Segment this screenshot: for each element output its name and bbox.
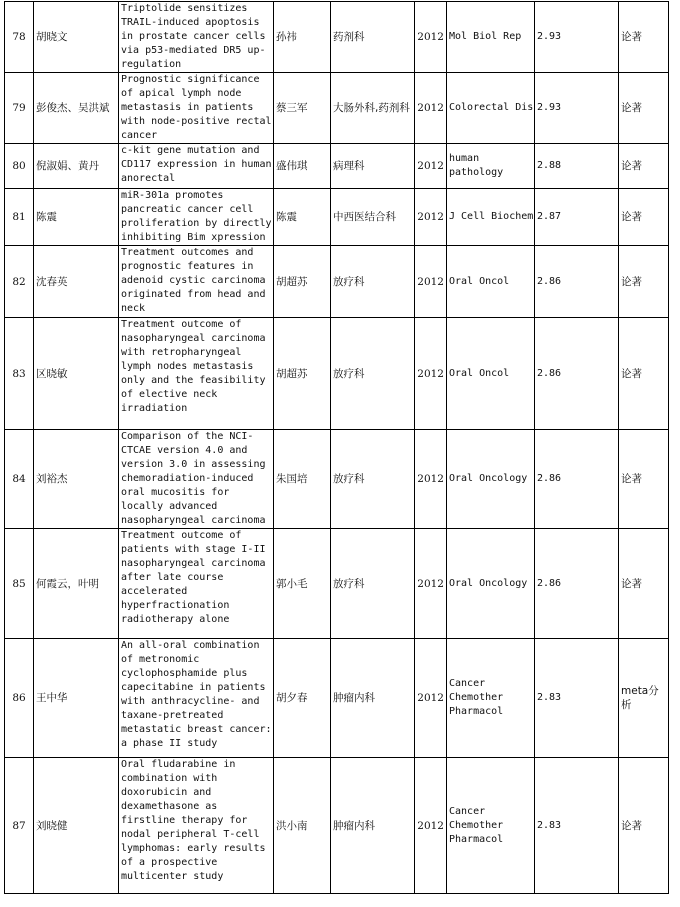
table-row (5, 529, 669, 639)
article-type-cell-text: 论著 (621, 160, 642, 172)
impact-factor-cell-text: 2.83 (537, 692, 562, 703)
corresponding-author-cell (274, 529, 331, 639)
department-cell (331, 639, 415, 758)
department-cell (331, 144, 415, 189)
author-cell-text: 刘晓健 (36, 819, 68, 832)
department-cell (331, 189, 415, 246)
journal-cell (447, 2, 535, 73)
department-cell-text: 大肠外科,药剂科 (333, 102, 410, 114)
row-number-text: 87 (12, 819, 26, 832)
article-type-cell (619, 529, 669, 639)
author-cell (34, 73, 119, 144)
department-cell-text: 放疗科 (333, 577, 365, 590)
journal-cell-text: Oral Oncol (449, 367, 510, 379)
corresponding-author-cell (274, 758, 331, 894)
paper-title-cell (119, 639, 274, 758)
journal-cell-text: J Cell Biochem (449, 211, 534, 222)
impact-factor-cell-text: 2.93 (537, 102, 562, 113)
corresponding-author-cell (274, 318, 331, 430)
year-cell (415, 189, 447, 246)
department-cell-text: 放疗科 (333, 367, 365, 380)
author-cell-text: 沈春英 (36, 275, 68, 288)
row-number-text: 82 (12, 275, 26, 288)
author-cell-text: 王中华 (36, 692, 68, 704)
paper-title-cell (119, 430, 274, 529)
impact-factor-cell (535, 189, 619, 246)
article-type-cell (619, 318, 669, 430)
paper-title-cell-text: Treatment outcomes and prognostic features in adenoid cystic carcinoma originated from head and neck (121, 247, 266, 314)
author-cell (34, 189, 119, 246)
row-number (5, 144, 34, 189)
impact-factor-cell-text: 2.86 (537, 577, 562, 589)
row-number-text: 78 (12, 31, 26, 43)
year-cell (415, 318, 447, 430)
year-cell-text: 2012 (417, 102, 444, 114)
row-number (5, 189, 34, 246)
journal-cell (447, 144, 535, 189)
paper-title-cell-text: Oral fludarabine in combination with doxorubicin and dexamethasone as firstline therapy for nodal peripheral T-cell lymphomas: early results of a prospective multicenter study (121, 759, 266, 882)
impact-factor-cell (535, 144, 619, 189)
journal-cell (447, 318, 535, 430)
paper-title-cell-text: miR-301a promotes pancreatic cancer cell proliferation by directly inhibiting Bim xpression (121, 190, 272, 243)
journal-cell-text: human pathology (449, 153, 504, 178)
article-type-cell (619, 73, 669, 144)
corresponding-author-cell-text: 盛伟琪 (276, 160, 308, 172)
author-cell-text: 刘裕杰 (36, 473, 68, 485)
department-cell (331, 318, 415, 430)
impact-factor-cell (535, 246, 619, 318)
row-number (5, 639, 34, 758)
paper-title-cell (119, 246, 274, 318)
impact-factor-cell-text: 2.87 (537, 211, 562, 222)
corresponding-author-cell-text: 孙祎 (276, 31, 297, 43)
department-cell-text: 病理科 (333, 160, 365, 172)
year-cell-text: 2012 (417, 577, 444, 590)
article-type-cell-text: 论著 (621, 31, 642, 43)
year-cell (415, 639, 447, 758)
author-cell (34, 430, 119, 529)
paper-title-cell-text: c-kit gene mutation and CD117 expression in human anorectal (121, 145, 272, 184)
year-cell-text: 2012 (417, 211, 444, 223)
paper-title-cell (119, 2, 274, 73)
impact-factor-cell (535, 73, 619, 144)
table-body (5, 2, 669, 894)
impact-factor-cell-text: 2.93 (537, 31, 562, 42)
article-type-cell (619, 758, 669, 894)
article-type-cell-text: 论著 (621, 473, 642, 485)
impact-factor-cell-text: 2.83 (537, 819, 562, 831)
year-cell-text: 2012 (417, 367, 444, 380)
article-type-cell (619, 246, 669, 318)
year-cell (415, 529, 447, 639)
department-cell-text: 药剂科 (333, 31, 365, 43)
article-type-cell-text: 论著 (621, 819, 642, 832)
article-type-cell-text: 论著 (621, 275, 642, 288)
author-cell (34, 246, 119, 318)
impact-factor-cell (535, 2, 619, 73)
year-cell-text: 2012 (417, 692, 444, 704)
impact-factor-cell-text: 2.86 (537, 367, 562, 379)
year-cell-text: 2012 (417, 819, 444, 832)
paper-title-cell (119, 144, 274, 189)
journal-cell (447, 758, 535, 894)
table-row (5, 189, 669, 246)
year-cell-text: 2012 (417, 31, 444, 43)
corresponding-author-cell (274, 2, 331, 73)
article-type-cell (619, 430, 669, 529)
journal-cell-text: Oral Oncology (449, 473, 528, 484)
corresponding-author-cell-text: 胡超苏 (276, 367, 308, 380)
row-number (5, 2, 34, 73)
table-row (5, 144, 669, 189)
impact-factor-cell (535, 639, 619, 758)
year-cell-text: 2012 (417, 160, 444, 172)
paper-title-cell-text: Treatment outcome of nasopharyngeal carcinoma with retropharyngeal lymph nodes metastasis only and the feasibility of elective neck irradiation (121, 319, 266, 414)
row-number-text: 83 (12, 367, 26, 380)
author-cell-text: 胡晓文 (36, 31, 68, 43)
author-cell (34, 318, 119, 430)
publication-table (4, 1, 669, 894)
impact-factor-cell (535, 529, 619, 639)
journal-cell (447, 246, 535, 318)
year-cell (415, 2, 447, 73)
row-number-text: 86 (12, 692, 26, 704)
year-cell (415, 758, 447, 894)
author-cell (34, 758, 119, 894)
paper-title-cell (119, 758, 274, 894)
row-number (5, 529, 34, 639)
journal-cell-text: Oral Oncology (449, 577, 528, 589)
journal-cell (447, 639, 535, 758)
corresponding-author-cell-text: 郭小毛 (276, 577, 308, 590)
paper-title-cell (119, 73, 274, 144)
row-number (5, 318, 34, 430)
paper-title-cell-text: Treatment outcome of patients with stage I-II nasopharyngeal carcinoma after late course accelerated hyperfractionation radiotherapy alone (121, 530, 266, 625)
department-cell-text: 放疗科 (333, 473, 365, 485)
corresponding-author-cell-text: 陈震 (276, 211, 297, 223)
department-cell (331, 73, 415, 144)
impact-factor-cell-text: 2.86 (537, 275, 562, 287)
corresponding-author-cell (274, 639, 331, 758)
article-type-cell (619, 144, 669, 189)
article-type-cell (619, 2, 669, 73)
journal-cell-text: Colorectal Dis (449, 102, 534, 113)
corresponding-author-cell (274, 73, 331, 144)
article-type-cell-text: 论著 (621, 367, 642, 380)
year-cell (415, 73, 447, 144)
paper-title-cell-text: Comparison of the NCI-CTCAE version 4.0 and version 3.0 in assessing chemoradiation-induced oral mucositis for locally advanced nasopharyngeal carcinoma (121, 431, 266, 526)
row-number (5, 246, 34, 318)
corresponding-author-cell-text: 蔡三军 (276, 102, 308, 114)
journal-cell (447, 189, 535, 246)
author-cell (34, 639, 119, 758)
year-cell-text: 2012 (417, 473, 444, 485)
author-cell (34, 529, 119, 639)
table-row (5, 246, 669, 318)
department-cell (331, 758, 415, 894)
impact-factor-cell (535, 318, 619, 430)
row-number-text: 85 (12, 577, 26, 590)
paper-title-cell-text: Triptolide sensitizes TRAIL-induced apoptosis in prostate cancer cells via p53-mediated DR5 up-regulation (121, 3, 266, 70)
corresponding-author-cell (274, 246, 331, 318)
row-number (5, 73, 34, 144)
table-row (5, 73, 669, 144)
year-cell (415, 246, 447, 318)
article-type-cell (619, 639, 669, 758)
row-number-text: 84 (12, 473, 26, 485)
row-number-text: 81 (12, 211, 26, 223)
author-cell (34, 144, 119, 189)
corresponding-author-cell-text: 朱国培 (276, 473, 308, 485)
table-row (5, 2, 669, 73)
article-type-cell-text: 论著 (621, 211, 642, 223)
journal-cell (447, 529, 535, 639)
article-type-cell-text: 论著 (621, 102, 642, 114)
row-number (5, 758, 34, 894)
journal-cell-text: Cancer Chemother Pharmacol (449, 678, 504, 717)
author-cell-text: 何霞云，叶明 (36, 577, 99, 590)
department-cell-text: 肿瘤内科 (333, 819, 375, 832)
table-row (5, 318, 669, 430)
department-cell-text: 肿瘤内科 (333, 692, 375, 704)
corresponding-author-cell (274, 144, 331, 189)
author-cell-text: 区晓敏 (36, 367, 68, 380)
corresponding-author-cell-text: 胡夕春 (276, 692, 308, 704)
paper-title-cell (119, 189, 274, 246)
article-type-cell (619, 189, 669, 246)
row-number (5, 430, 34, 529)
department-cell (331, 2, 415, 73)
department-cell-text: 中西医结合科 (333, 211, 396, 223)
journal-cell (447, 430, 535, 529)
impact-factor-cell (535, 758, 619, 894)
table-row (5, 639, 669, 758)
impact-factor-cell (535, 430, 619, 529)
table-row (5, 758, 669, 894)
journal-cell (447, 73, 535, 144)
article-type-cell-text: 论著 (621, 577, 642, 590)
journal-cell-text: Cancer Chemother Pharmacol (449, 805, 504, 845)
row-number-text: 79 (12, 102, 26, 114)
paper-title-cell (119, 318, 274, 430)
paper-title-cell-text: Prognostic significance of apical lymph node metastasis in patients with node-positive rectal cancer (121, 74, 272, 141)
year-cell (415, 430, 447, 529)
department-cell (331, 430, 415, 529)
department-cell-text: 放疗科 (333, 275, 365, 288)
paper-title-cell-text: An all-oral combination of metronomic cyclophosphamide plus capecitabine in patients with anthracycline- and taxane-pretreated metastatic breast cancer: a phase II study (121, 640, 272, 749)
year-cell-text: 2012 (417, 275, 444, 288)
corresponding-author-cell (274, 430, 331, 529)
row-number-text: 80 (12, 160, 26, 172)
author-cell-text: 彭俊杰、吴洪斌 (36, 102, 110, 114)
corresponding-author-cell-text: 洪小南 (276, 819, 308, 832)
article-type-cell-text: meta分析 (621, 685, 659, 711)
author-cell (34, 2, 119, 73)
journal-cell-text: Mol Biol Rep (449, 31, 522, 42)
corresponding-author-cell-text: 胡超苏 (276, 275, 308, 288)
year-cell (415, 144, 447, 189)
impact-factor-cell-text: 2.88 (537, 160, 562, 171)
corresponding-author-cell (274, 189, 331, 246)
impact-factor-cell-text: 2.86 (537, 473, 562, 484)
paper-title-cell (119, 529, 274, 639)
department-cell (331, 529, 415, 639)
author-cell-text: 陈震 (36, 211, 57, 223)
author-cell-text: 倪淑娟、黄丹 (36, 160, 99, 172)
table-row (5, 430, 669, 529)
department-cell (331, 246, 415, 318)
journal-cell-text: Oral Oncol (449, 275, 510, 287)
